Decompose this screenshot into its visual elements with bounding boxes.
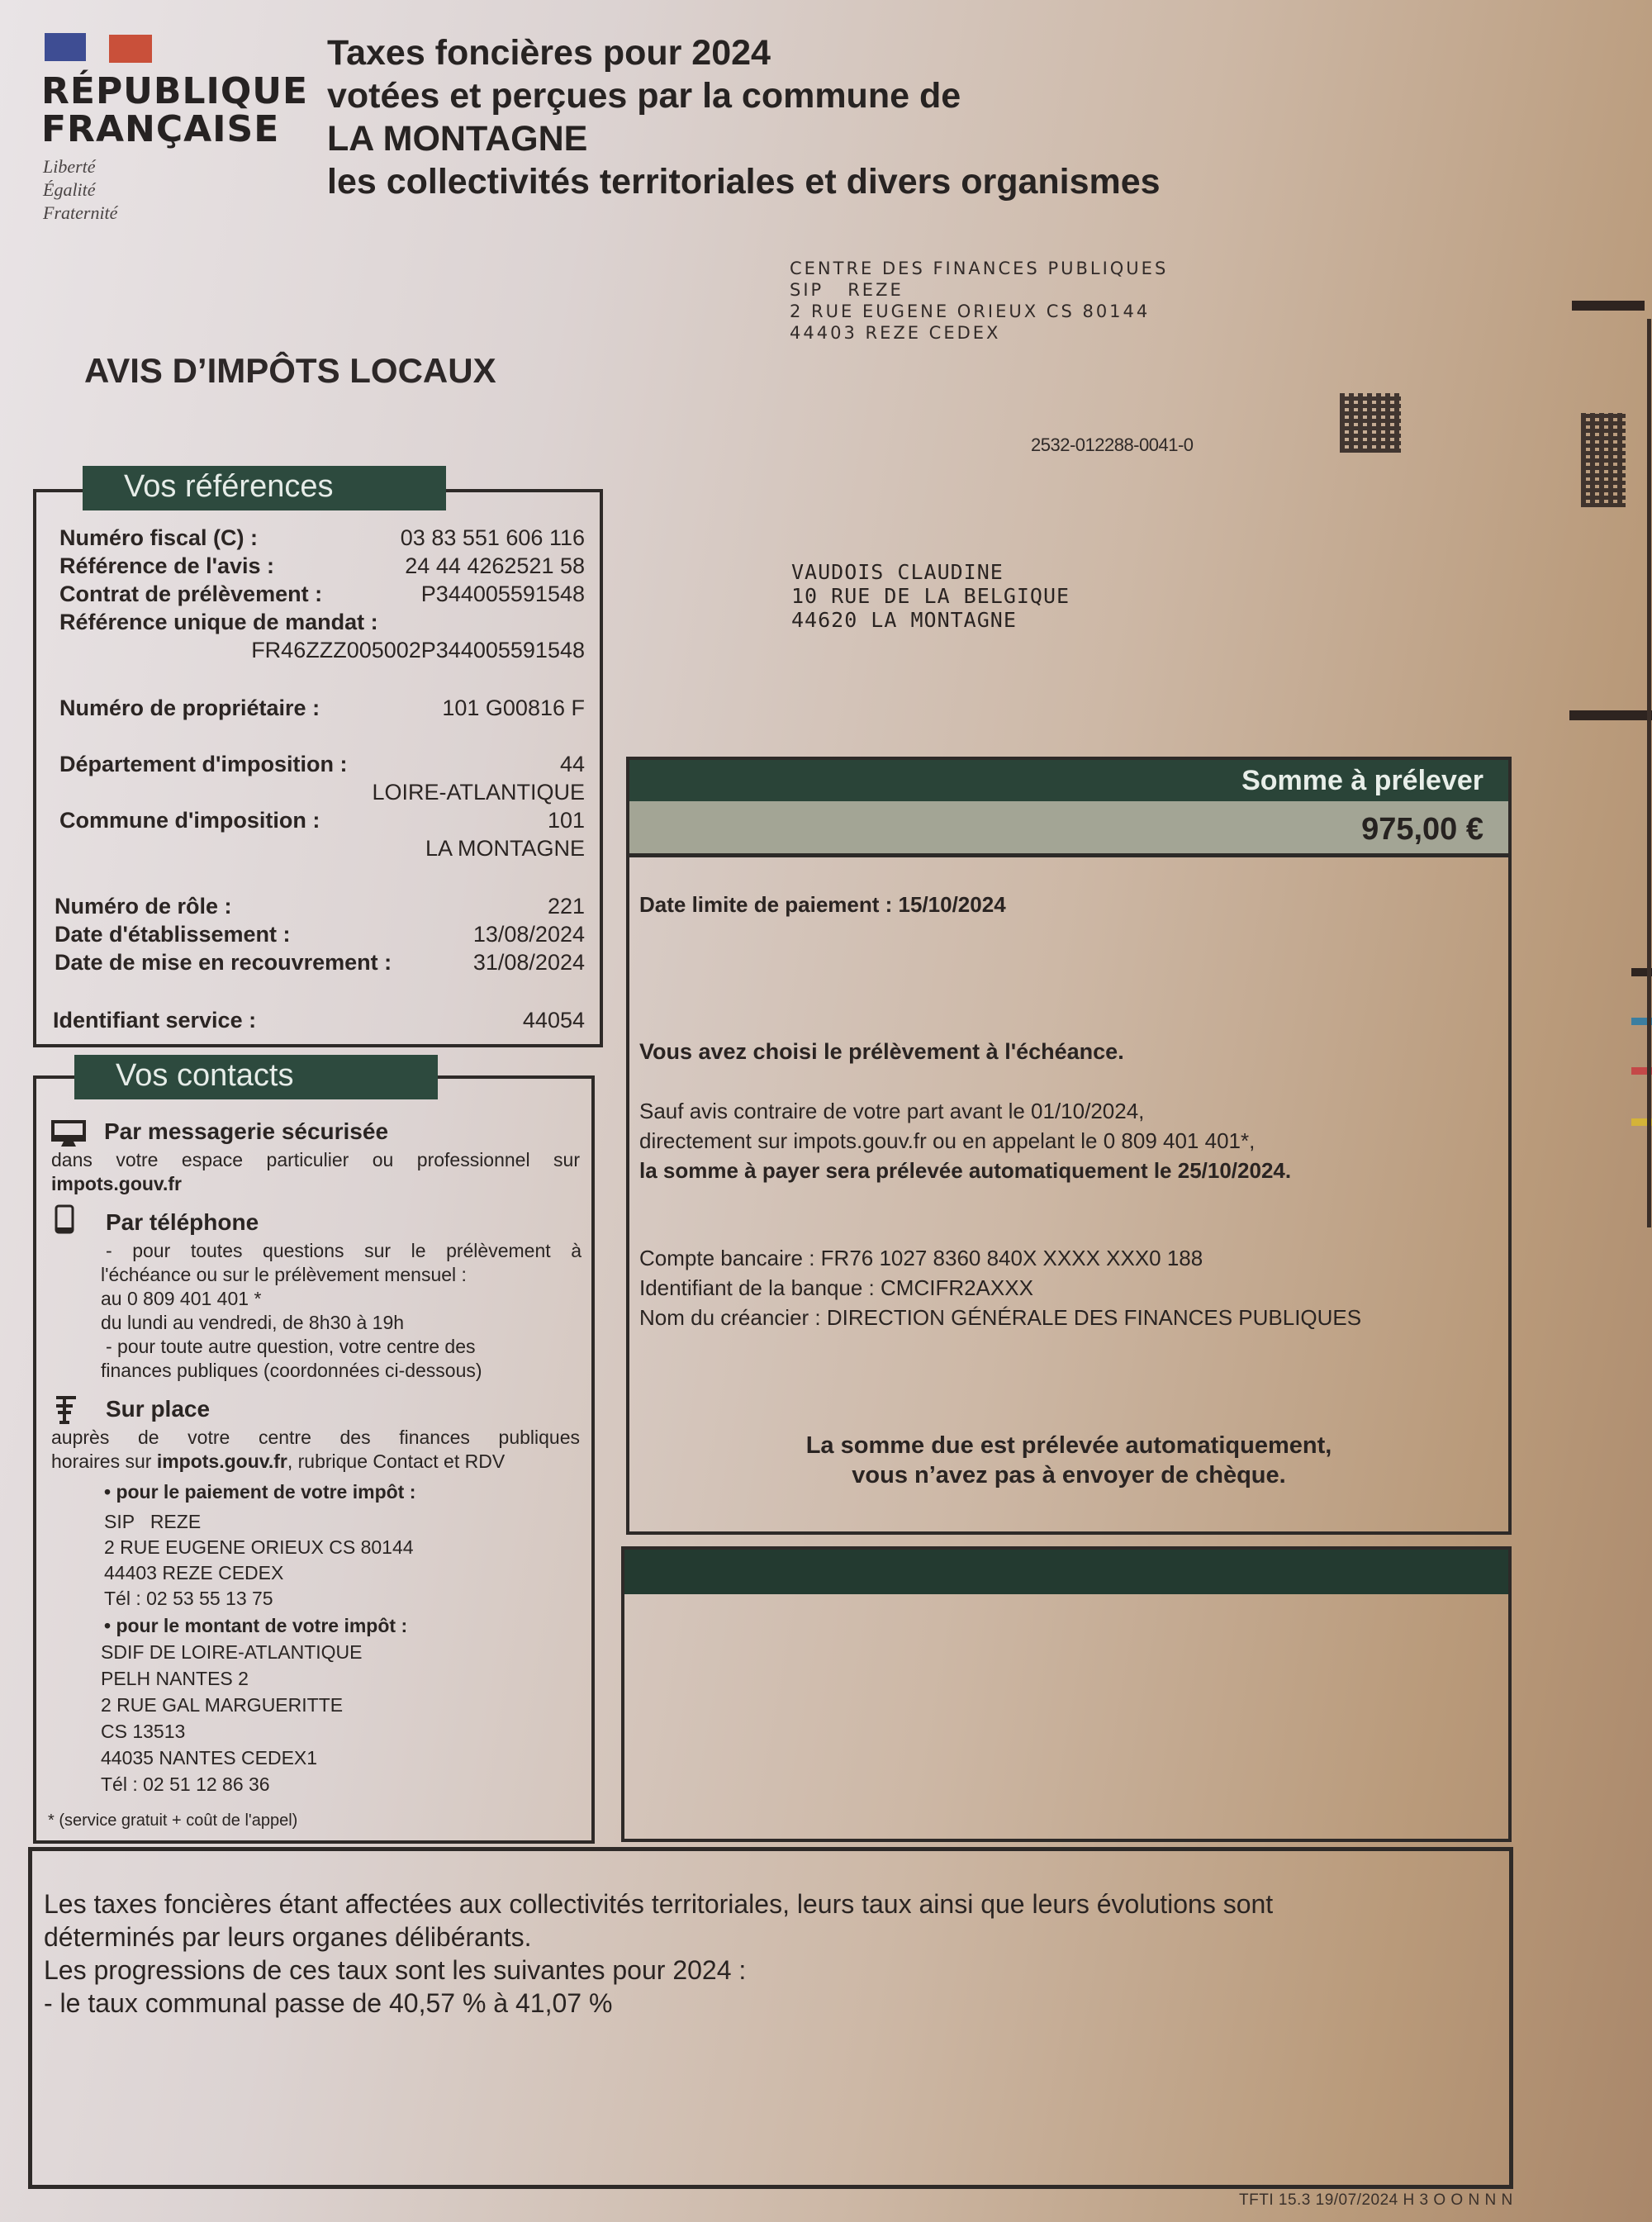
messaging-heading: Par messagerie sécurisée xyxy=(104,1118,389,1144)
rates-note-line: Les progressions de ces taux sont les suivantes pour 2024 : xyxy=(44,1955,747,1985)
onsite-hours-suffix: , rubrique Contact et RDV xyxy=(287,1450,506,1472)
phone-number: au 0 809 401 401 * xyxy=(101,1288,262,1309)
phone-line: - pour toute autre question, votre centre des xyxy=(106,1336,476,1357)
amount-office-phone: Tél : 02 51 12 86 36 xyxy=(101,1773,270,1795)
page-edge-line xyxy=(1647,319,1651,1227)
sender-address xyxy=(790,258,1168,344)
impots-link[interactable]: impots.gouv.fr xyxy=(51,1173,183,1194)
debit-notice-line: directement sur impots.gouv.fr ou en appelant le 0 809 401 401*, xyxy=(639,1128,1256,1153)
public-finances-icon xyxy=(53,1394,79,1424)
amount-office-cs: CS 13513 xyxy=(101,1721,186,1742)
phone-hours: du lundi au vendredi, de 8h30 à 19h xyxy=(101,1312,405,1333)
amount-contact-heading: • pour le montant de votre impôt : xyxy=(104,1615,408,1636)
logo-line-2: FRANÇAISE xyxy=(41,108,280,150)
sender-line: 2 RUE EUGENE ORIEUX CS 80144 xyxy=(790,301,1151,321)
contacts-title: Vos contacts xyxy=(74,1055,438,1099)
print-mark xyxy=(1572,301,1645,311)
document-title: AVIS D’IMPÔTS LOCAUX xyxy=(84,351,496,390)
payment-contact-heading: • pour le paiement de votre impôt : xyxy=(104,1481,416,1503)
recipient-name: VAUDOIS CLAUDINE xyxy=(791,560,1004,584)
recipient-city: 44620 LA MONTAGNE xyxy=(791,608,1017,632)
reference-label: Département d'imposition : xyxy=(59,752,348,776)
sender-line: SIP REZE xyxy=(790,280,904,300)
datamatrix-code-icon xyxy=(1340,393,1401,453)
debit-contract: P344005591548 xyxy=(420,582,585,606)
recovery-date: 31/08/2024 xyxy=(472,950,585,975)
phone-line: finances publiques (coordonnées ci-dessous) xyxy=(101,1360,482,1381)
owner-number: 101 G00816 F xyxy=(442,696,585,720)
print-code: TFTI 15.3 19/07/2024 H 3 O O N N N xyxy=(1239,2191,1513,2209)
blank-box-header xyxy=(624,1550,1508,1594)
sender-line: CENTRE DES FINANCES PUBLIQUES xyxy=(790,259,1169,278)
no-cheque-notice: vous n’avez pas à envoyer de chèque. xyxy=(852,1462,1286,1488)
references-box xyxy=(33,489,603,1047)
amount-office-unit: PELH NANTES 2 xyxy=(101,1668,249,1689)
commune-name: LA MONTAGNE xyxy=(425,836,585,861)
document-reference: 2532-012288-0041-0 xyxy=(1031,434,1194,455)
onsite-text: auprès de votre centre des finances publiques xyxy=(51,1427,580,1448)
onsite-hours-text xyxy=(51,1450,505,1474)
auto-debit-notice: La somme due est prélevée automatiquement, xyxy=(805,1432,1332,1459)
payment-office-phone: Tél : 02 53 55 13 75 xyxy=(104,1588,273,1609)
creditor-name: Nom du créancier : DIRECTION GÉNÉRALE DES FINANCES PUBLIQUES xyxy=(639,1305,1362,1330)
smartphone-icon xyxy=(55,1204,74,1234)
commune-code: 101 xyxy=(547,808,585,833)
motto-liberte: Liberté xyxy=(43,156,96,177)
debit-notice-line: Sauf avis contraire de votre part avant le 01/10/2024, xyxy=(639,1099,1145,1123)
recipient-street: 10 RUE DE LA BELGIQUE xyxy=(791,584,1070,608)
logo-line-1: RÉPUBLIQUE xyxy=(41,70,309,112)
reference-label: Date d'établissement : xyxy=(55,922,291,947)
phone-line: l'échéance ou sur le prélèvement mensuel : xyxy=(101,1264,467,1285)
reference-label: Référence unique de mandat : xyxy=(59,610,378,634)
call-cost-footnote: * (service gratuit + coût de l'appel) xyxy=(48,1811,298,1830)
references-title: Vos références xyxy=(83,466,446,510)
reference-label: Numéro fiscal (C) : xyxy=(59,525,259,550)
republic-motto xyxy=(43,155,117,225)
motto-egalite: Égalité xyxy=(43,179,96,200)
reference-label: Numéro de rôle : xyxy=(55,894,232,919)
rates-note-line: Les taxes foncières étant affectées aux collectivités territoriales, leurs taux ainsi que leurs évolutions sont xyxy=(44,1889,1274,1919)
contacts-box xyxy=(33,1075,595,1844)
service-identifier: 44054 xyxy=(522,1008,585,1033)
flag-red-block xyxy=(109,35,152,63)
rates-note-line: déterminés par leurs organes délibérants. xyxy=(44,1922,532,1952)
amount-office-street: 2 RUE GAL MARGUERITTE xyxy=(101,1694,344,1716)
heading-line: LA MONTAGNE xyxy=(327,119,588,159)
print-mark xyxy=(1569,710,1652,720)
onsite-hours-prefix: horaires sur xyxy=(51,1450,157,1472)
datamatrix-code-icon xyxy=(1581,413,1626,507)
role-number: 221 xyxy=(547,894,585,919)
impots-link[interactable]: impots.gouv.fr xyxy=(156,1450,287,1472)
notice-heading xyxy=(327,31,1161,203)
payment-office-street: 2 RUE EUGENE ORIEUX CS 80144 xyxy=(104,1536,414,1558)
mandate-reference: FR46ZZZ005002P344005591548 xyxy=(251,638,585,662)
debit-choice-text: Vous avez choisi le prélèvement à l'échéance. xyxy=(639,1039,1124,1064)
onsite-heading: Sur place xyxy=(106,1396,211,1422)
reference-label: Référence de l'avis : xyxy=(59,553,275,578)
computer-icon xyxy=(51,1120,86,1148)
payment-box xyxy=(626,757,1512,1535)
bank-identifier: Identifiant de la banque : CMCIFR2AXXX xyxy=(639,1275,1033,1300)
messaging-text: dans votre espace particulier ou professionnel sur xyxy=(51,1149,580,1170)
amount-office-city: 44035 NANTES CEDEX1 xyxy=(101,1747,318,1769)
payment-deadline: Date limite de paiement : 15/10/2024 xyxy=(639,892,1006,917)
debit-date-notice: la somme à payer sera prélevée automatiquement le 25/10/2024. xyxy=(639,1158,1292,1183)
blank-box xyxy=(621,1546,1512,1842)
reference-label: Contrat de prélèvement : xyxy=(59,582,323,606)
reference-label: Date de mise en recouvrement : xyxy=(55,950,392,975)
reference-label: Identifiant service : xyxy=(53,1008,257,1033)
notice-reference: 24 44 4262521 58 xyxy=(405,553,585,578)
flag-blue-block xyxy=(45,33,86,61)
phone-line: - pour toutes questions sur le prélèvement à xyxy=(106,1240,582,1261)
republique-francaise-logo xyxy=(41,70,309,150)
fiscal-number: 03 83 551 606 116 xyxy=(400,525,585,550)
communal-rate-change: - le taux communal passe de 40,57 % à 41,07 % xyxy=(44,1988,613,2018)
phone-heading: Par téléphone xyxy=(106,1209,259,1235)
payment-office-city: 44403 REZE CEDEX xyxy=(104,1562,284,1583)
recipient-address xyxy=(791,560,1070,632)
payment-office-name: SIP REZE xyxy=(104,1511,202,1532)
establishment-date: 13/08/2024 xyxy=(472,922,585,947)
heading-line: les collectivités territoriales et divers organismes xyxy=(327,162,1161,202)
heading-line: votées et perçues par la commune de xyxy=(327,76,961,116)
amount-to-debit-header: Somme à prélever xyxy=(629,760,1508,801)
amount-to-debit: 975,00 € xyxy=(629,801,1508,857)
motto-fraternite: Fraternité xyxy=(43,202,118,223)
sender-line: 44403 REZE CEDEX xyxy=(790,323,1001,343)
department-code: 44 xyxy=(559,752,585,776)
rates-note-box xyxy=(28,1847,1513,2189)
reference-label: Numéro de propriétaire : xyxy=(59,696,320,720)
marianne-flag-logo xyxy=(45,33,152,66)
department-name: LOIRE-ATLANTIQUE xyxy=(372,780,585,805)
heading-line: Taxes foncières pour 2024 xyxy=(327,33,771,73)
amount-office-name: SDIF DE LOIRE-ATLANTIQUE xyxy=(101,1641,363,1663)
reference-label: Commune d'imposition : xyxy=(59,808,320,833)
bank-account: Compte bancaire : FR76 1027 8360 840X XXXX XXX0 188 xyxy=(639,1246,1203,1270)
